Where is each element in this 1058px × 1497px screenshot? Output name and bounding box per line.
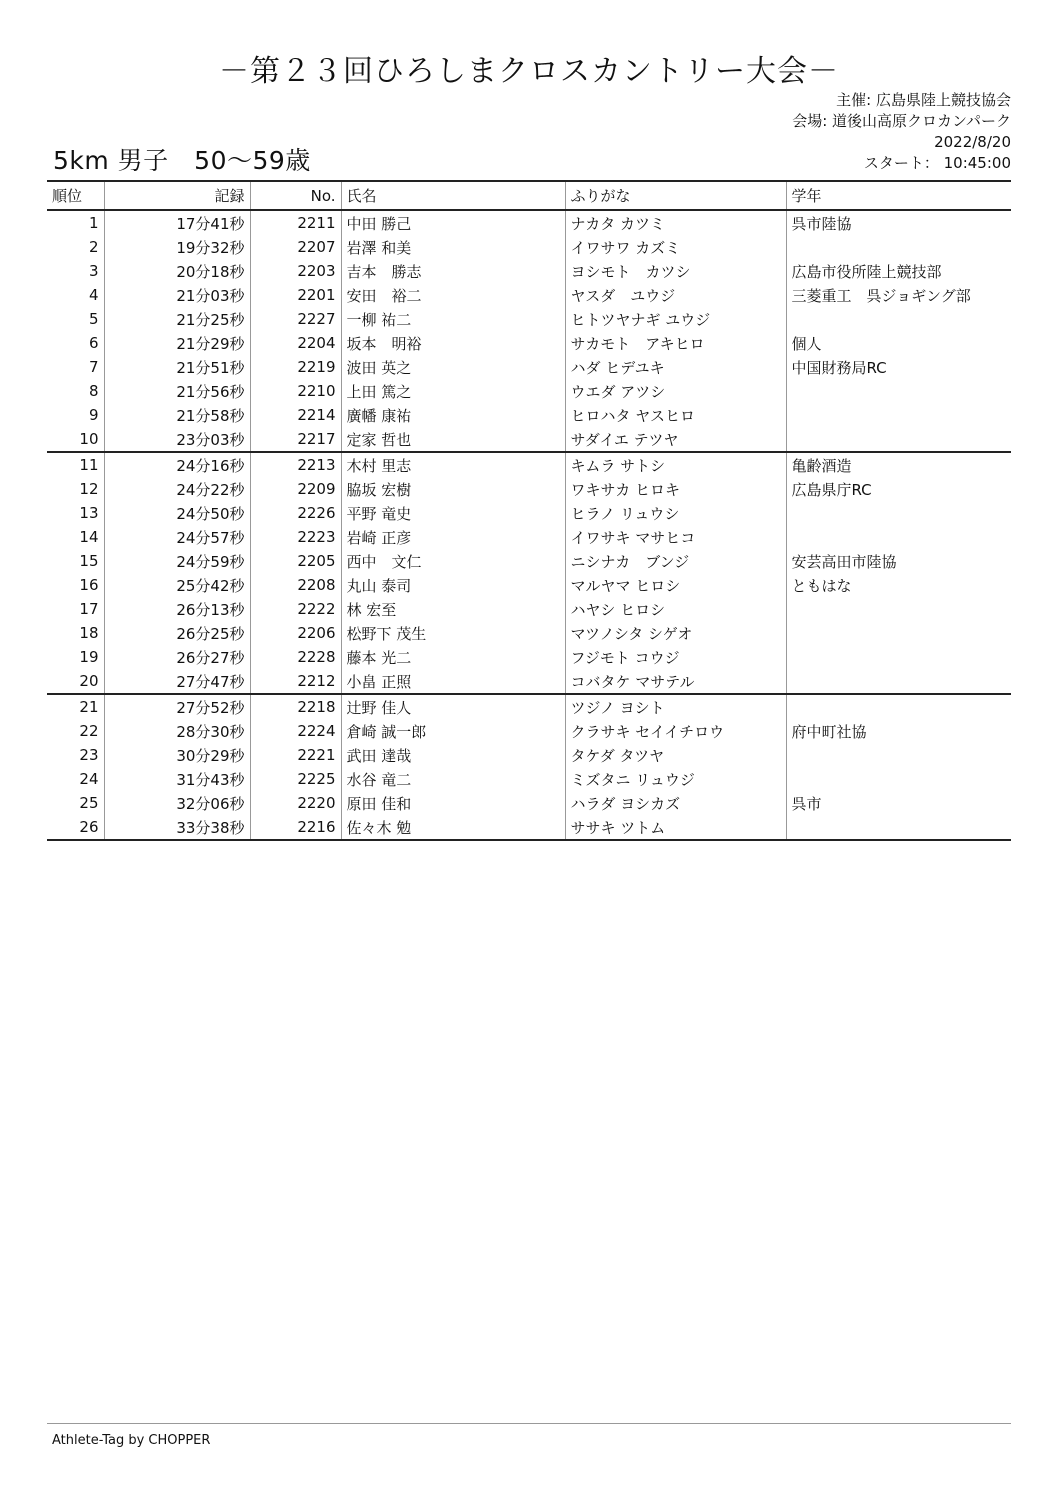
affiliation-cell	[786, 379, 1011, 403]
bib-number-cell: 2204	[250, 331, 341, 355]
table-row	[47, 525, 1011, 549]
table-row	[47, 452, 1011, 477]
record-cell: 24分22秒	[104, 477, 250, 501]
record-cell: 31分43秒	[104, 767, 250, 791]
table-row	[47, 694, 1011, 719]
table-row	[47, 645, 1011, 669]
record-cell: 26分25秒	[104, 621, 250, 645]
kana-cell: ハラダ ヨシカズ	[565, 791, 786, 815]
name-cell: 岩崎 正彦	[341, 525, 565, 549]
affiliation-cell	[786, 621, 1011, 645]
rank-cell: 7	[88, 358, 99, 376]
rank-cell: 24	[79, 770, 99, 788]
name-cell: 西中 文仁	[341, 549, 565, 573]
table-row	[47, 331, 1011, 355]
table-row	[47, 743, 1011, 767]
rank-cell: 20	[47, 669, 104, 694]
affiliation-cell: 安芸高田市陸協	[786, 549, 1011, 573]
rank-cell: 22	[79, 722, 99, 740]
record-cell: 30分29秒	[104, 743, 250, 767]
affiliation-cell	[786, 767, 1011, 791]
header-rank: 順位	[47, 181, 104, 210]
table-row	[47, 259, 1011, 283]
kana-cell: ヒトツヤナギ ユウジ	[565, 307, 786, 331]
record-cell: 26分13秒	[104, 597, 250, 621]
name-cell: 丸山 泰司	[341, 573, 565, 597]
name-cell: 坂本 明裕	[341, 331, 565, 355]
kana-cell: ヤスダ ユウジ	[565, 283, 786, 307]
rank-cell: 16	[79, 576, 99, 594]
table-row	[47, 355, 1011, 379]
rank-cell: 4	[88, 286, 99, 304]
bib-number-cell: 2217	[250, 427, 341, 452]
venue-text: 会場: 道後山高原クロカンパーク	[792, 112, 1011, 130]
record-cell: 20分18秒	[104, 259, 250, 283]
rank-cell: 6	[88, 334, 99, 352]
results-body	[47, 210, 1011, 840]
record-cell: 32分06秒	[104, 791, 250, 815]
bib-number-cell: 2225	[250, 767, 341, 791]
meta-info	[792, 90, 1011, 174]
record-cell: 17分41秒	[104, 210, 250, 235]
bib-number-cell: 2208	[250, 573, 341, 597]
table-row	[47, 573, 1011, 597]
results-table	[47, 180, 1011, 841]
rank-cell: 23	[79, 746, 99, 764]
name-cell: 上田 篤之	[341, 379, 565, 403]
record-cell: 19分32秒	[104, 235, 250, 259]
affiliation-cell: 広島県庁RC	[786, 477, 1011, 501]
table-row	[47, 427, 1011, 452]
bib-number-cell: 2224	[250, 719, 341, 743]
bib-number-cell: 2216	[250, 815, 341, 840]
name-cell: 佐々木 勉	[341, 815, 565, 840]
bib-number-cell: 2205	[250, 549, 341, 573]
bib-number-cell: 2211	[250, 210, 341, 235]
table-row	[47, 621, 1011, 645]
name-cell: 安田 裕二	[341, 283, 565, 307]
kana-cell: マツノシタ シゲオ	[565, 621, 786, 645]
kana-cell: フジモト コウジ	[565, 645, 786, 669]
affiliation-cell: 中国財務局RC	[786, 355, 1011, 379]
name-cell: 一柳 祐二	[341, 307, 565, 331]
footer-divider	[47, 1423, 1011, 1424]
name-cell: 原田 佳和	[341, 791, 565, 815]
record-cell: 21分29秒	[104, 331, 250, 355]
bib-number-cell: 2213	[250, 452, 341, 477]
affiliation-cell	[786, 501, 1011, 525]
rank-cell: 21	[79, 698, 99, 716]
bib-number-cell: 2226	[250, 501, 341, 525]
record-cell: 26分27秒	[104, 645, 250, 669]
kana-cell: イワサキ マサヒコ	[565, 525, 786, 549]
record-cell: 24分59秒	[104, 549, 250, 573]
name-cell: 岩澤 和美	[341, 235, 565, 259]
table-row	[47, 283, 1011, 307]
record-cell: 28分30秒	[104, 719, 250, 743]
affiliation-cell	[786, 235, 1011, 259]
name-cell: 水谷 竜二	[341, 767, 565, 791]
table-row	[47, 379, 1011, 403]
affiliation-cell: 亀齢酒造	[786, 452, 1011, 477]
bib-number-cell: 2222	[250, 597, 341, 621]
bib-number-cell: 2207	[250, 235, 341, 259]
table-row	[47, 597, 1011, 621]
rank-cell: 5	[88, 310, 99, 328]
bib-number-cell: 2214	[250, 403, 341, 427]
name-cell: 小畠 正照	[341, 669, 565, 694]
name-cell: 波田 英之	[341, 355, 565, 379]
record-cell: 24分50秒	[104, 501, 250, 525]
name-cell: 林 宏至	[341, 597, 565, 621]
bib-number-cell: 2219	[250, 355, 341, 379]
bib-number-cell: 2206	[250, 621, 341, 645]
table-row	[47, 403, 1011, 427]
bib-number-cell: 2220	[250, 791, 341, 815]
header-kana: ふりがな	[565, 181, 786, 210]
name-cell: 藤本 光二	[341, 645, 565, 669]
bib-number-cell: 2223	[250, 525, 341, 549]
bib-number-cell: 2201	[250, 283, 341, 307]
kana-cell: キムラ サトシ	[565, 452, 786, 477]
kana-cell: ナカタ カツミ	[565, 210, 786, 235]
name-cell: 定家 哲也	[341, 427, 565, 452]
table-header-row	[47, 181, 1011, 210]
rank-cell: 8	[88, 382, 99, 400]
kana-cell: ミズタニ リュウジ	[565, 767, 786, 791]
affiliation-cell: 呉市陸協	[786, 210, 1011, 235]
affiliation-cell: 広島市役所陸上競技部	[786, 259, 1011, 283]
name-cell: 平野 竜史	[341, 501, 565, 525]
event-title: 5km 男子 50～59歳	[53, 146, 311, 175]
affiliation-cell	[786, 645, 1011, 669]
kana-cell: ササキ ツトム	[565, 815, 786, 840]
record-cell: 21分25秒	[104, 307, 250, 331]
affiliation-cell: ともはな	[786, 573, 1011, 597]
kana-cell: サカモト アキヒロ	[565, 331, 786, 355]
kana-cell: サダイエ テツヤ	[565, 427, 786, 452]
rank-cell: 12	[79, 480, 99, 498]
date-text: 2022/8/20	[934, 133, 1011, 151]
bib-number-cell: 2209	[250, 477, 341, 501]
affiliation-cell	[786, 403, 1011, 427]
rank-cell: 17	[79, 600, 99, 618]
record-cell: 24分16秒	[104, 452, 250, 477]
rank-cell: 14	[79, 528, 99, 546]
affiliation-cell: 個人	[786, 331, 1011, 355]
table-row	[47, 719, 1011, 743]
start-time-text: スタート： 10:45:00	[863, 154, 1011, 172]
table-row	[47, 477, 1011, 501]
kana-cell: タケダ タツヤ	[565, 743, 786, 767]
name-cell: 脇坂 宏樹	[341, 477, 565, 501]
header-affiliation: 学年	[786, 181, 1011, 210]
rank-cell: 13	[79, 504, 99, 522]
kana-cell: ハダ ヒデユキ	[565, 355, 786, 379]
bib-number-cell: 2227	[250, 307, 341, 331]
table-row	[47, 549, 1011, 573]
footer-credit: Athlete-Tag by CHOPPER	[52, 1433, 211, 1448]
table-row	[47, 307, 1011, 331]
record-cell: 21分51秒	[104, 355, 250, 379]
kana-cell: ニシナカ ブンジ	[565, 549, 786, 573]
rank-cell: 9	[88, 406, 99, 424]
table-row	[47, 210, 1011, 235]
header-record: 記録	[104, 181, 250, 210]
table-row	[47, 815, 1011, 840]
name-cell: 中田 勝己	[341, 210, 565, 235]
name-cell: 武田 達哉	[341, 743, 565, 767]
kana-cell: ウエダ アツシ	[565, 379, 786, 403]
affiliation-cell	[786, 743, 1011, 767]
name-cell: 倉崎 誠一郎	[341, 719, 565, 743]
rank-cell: 2	[88, 238, 99, 256]
bib-number-cell: 2203	[250, 259, 341, 283]
rank-cell: 18	[79, 624, 99, 642]
rank-cell: 3	[88, 262, 99, 280]
header-name: 氏名	[341, 181, 565, 210]
record-cell: 27分47秒	[104, 669, 250, 694]
name-cell: 吉本 勝志	[341, 259, 565, 283]
bib-number-cell: 2228	[250, 645, 341, 669]
bib-number-cell: 2221	[250, 743, 341, 767]
rank-cell: 10	[47, 427, 104, 452]
affiliation-cell: 府中町社協	[786, 719, 1011, 743]
kana-cell: ツジノ ヨシト	[565, 694, 786, 719]
header-no: No.	[250, 181, 341, 210]
table-row	[47, 235, 1011, 259]
record-cell: 25分42秒	[104, 573, 250, 597]
bib-number-cell: 2210	[250, 379, 341, 403]
table-row	[47, 767, 1011, 791]
kana-cell: ヒロハタ ヤスヒロ	[565, 403, 786, 427]
affiliation-cell: 三菱重工 呉ジョギング部	[786, 283, 1011, 307]
rank-cell: 15	[79, 552, 99, 570]
affiliation-cell	[786, 694, 1011, 719]
name-cell: 廣幡 康祐	[341, 403, 565, 427]
affiliation-cell	[786, 427, 1011, 452]
table-row	[47, 669, 1011, 694]
affiliation-cell	[786, 815, 1011, 840]
record-cell: 21分58秒	[104, 403, 250, 427]
rank-cell: 19	[79, 648, 99, 666]
rank-cell: 25	[79, 794, 99, 812]
kana-cell: ヨシモト カツシ	[565, 259, 786, 283]
affiliation-cell	[786, 597, 1011, 621]
rank-cell: 11	[79, 456, 99, 474]
affiliation-cell	[786, 525, 1011, 549]
rank-cell: 1	[88, 214, 99, 232]
kana-cell: クラサキ セイイチロウ	[565, 719, 786, 743]
bib-number-cell: 2218	[250, 694, 341, 719]
kana-cell: コバタケ マサテル	[565, 669, 786, 694]
record-cell: 21分03秒	[104, 283, 250, 307]
kana-cell: ハヤシ ヒロシ	[565, 597, 786, 621]
record-cell: 21分56秒	[104, 379, 250, 403]
table-row	[47, 791, 1011, 815]
kana-cell: イワサワ カズミ	[565, 235, 786, 259]
name-cell: 木村 里志	[341, 452, 565, 477]
table-row	[47, 501, 1011, 525]
record-cell: 33分38秒	[104, 815, 250, 840]
affiliation-cell	[786, 307, 1011, 331]
rank-cell: 26	[47, 815, 104, 840]
record-cell: 23分03秒	[104, 427, 250, 452]
kana-cell: ワキサカ ヒロキ	[565, 477, 786, 501]
kana-cell: ヒラノ リュウシ	[565, 501, 786, 525]
bib-number-cell: 2212	[250, 669, 341, 694]
record-cell: 24分57秒	[104, 525, 250, 549]
name-cell: 辻野 佳人	[341, 694, 565, 719]
kana-cell: マルヤマ ヒロシ	[565, 573, 786, 597]
record-cell: 27分52秒	[104, 694, 250, 719]
affiliation-cell: 呉市	[786, 791, 1011, 815]
affiliation-cell	[786, 669, 1011, 694]
page-title: －第２３回ひろしまクロスカントリー大会－	[219, 54, 839, 89]
organizer-text: 主催: 広島県陸上競技協会	[836, 91, 1011, 109]
name-cell: 松野下 茂生	[341, 621, 565, 645]
